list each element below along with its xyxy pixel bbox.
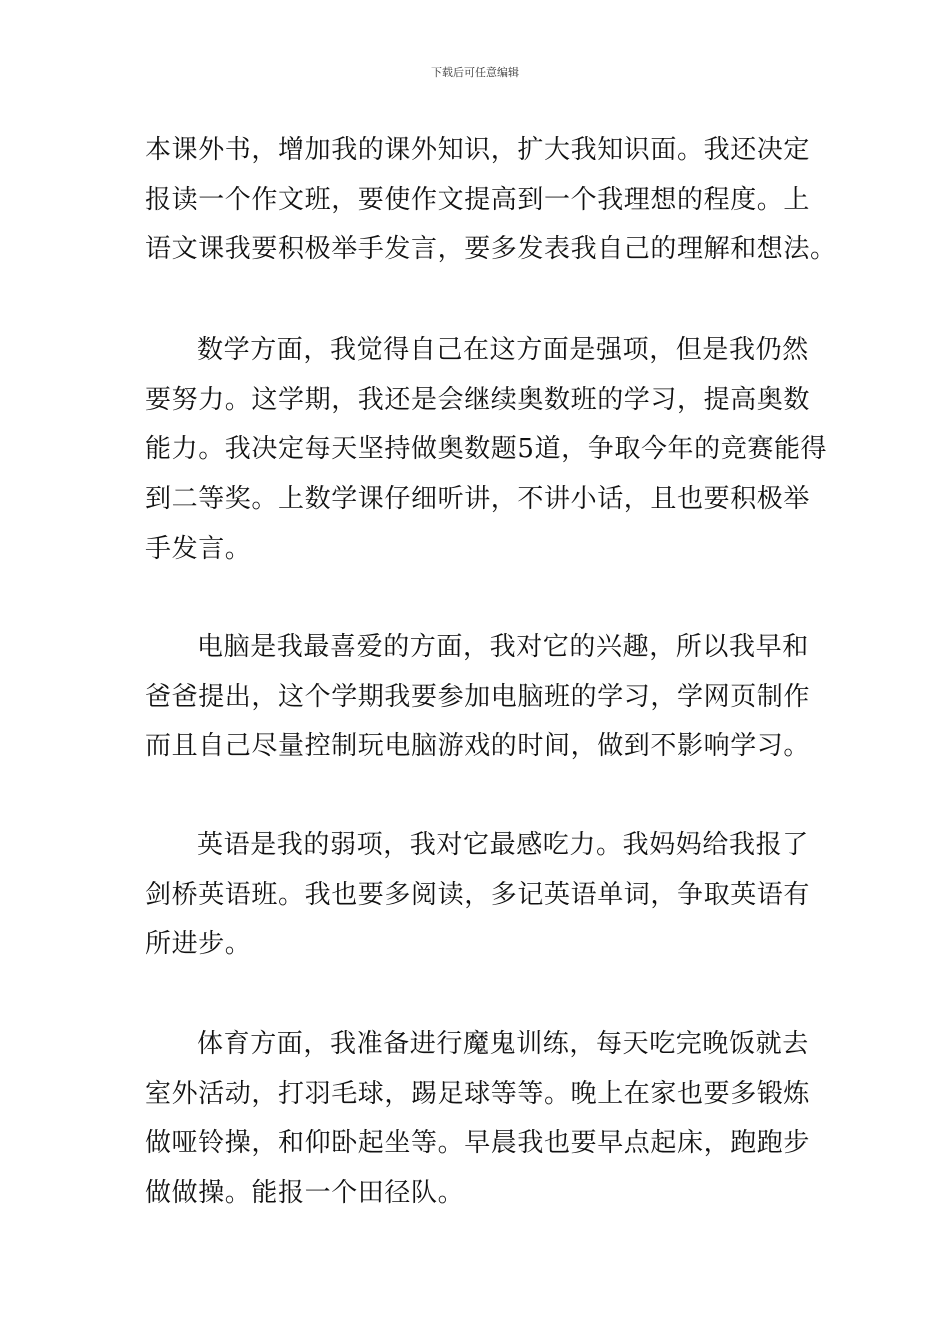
paragraph-line: 到二等奖。上数学课仔细听讲，不讲小话，且也要积极举 — [145, 484, 811, 515]
paragraph-line: 电脑是我最喜爱的方面，我对它的兴趣，所以我早和 — [197, 632, 809, 662]
paragraph-line: 而且自己尽量控制玩电脑游戏的时间，做到不影响学习。 — [145, 731, 811, 762]
paragraph-line: 语文课我要积极举手发言，要多发表我自己的理解和想法。 — [145, 234, 837, 265]
paragraph-line: 数学方面，我觉得自己在这方面是强项，但是我仍然 — [197, 335, 809, 365]
paragraph-english — [145, 821, 811, 970]
paragraph-line: 本课外书，增加我的课外知识，扩大我知识面。我还决定 — [145, 135, 811, 165]
paragraph-line: 能力。我决定每天坚持做奥数题5道，争取今年的竞赛能得 — [145, 434, 828, 465]
paragraph-line: 报读一个作文班，要使作文提高到一个我理想的程度。上 — [145, 184, 811, 215]
paragraph-line: 手发言。 — [145, 533, 252, 564]
paragraph-line: 室外活动，打羽毛球，踢足球等等。晚上在家也要多锻炼 — [145, 1078, 811, 1109]
paragraph-line: 要努力。这学期，我还是会继续奥数班的学习，提高奥数 — [145, 384, 811, 415]
paragraph-chinese-study — [145, 126, 837, 275]
paragraph-line: 英语是我的弱项，我对它最感吃力。我妈妈给我报了 — [197, 830, 809, 860]
paragraph-line: 爸爸提出，这个学期我要参加电脑班的学习，学网页制作 — [145, 681, 811, 712]
page-header: 下载后可任意编辑 — [431, 66, 519, 79]
paragraph-math — [145, 326, 828, 575]
paragraph-line: 做做操。能报一个田径队。 — [145, 1178, 465, 1209]
paragraph-line: 所进步。 — [145, 929, 252, 960]
paragraph-line: 做哑铃操，和仰卧起坐等。早晨我也要早点起床，跑跑步 — [145, 1128, 811, 1159]
paragraph-sports — [145, 1020, 811, 1219]
paragraph-line: 体育方面，我准备进行魔鬼训练，每天吃完晚饭就去 — [197, 1029, 809, 1059]
paragraph-line: 剑桥英语班。我也要多阅读，多记英语单词，争取英语有 — [145, 879, 811, 910]
paragraph-computer — [145, 623, 811, 772]
